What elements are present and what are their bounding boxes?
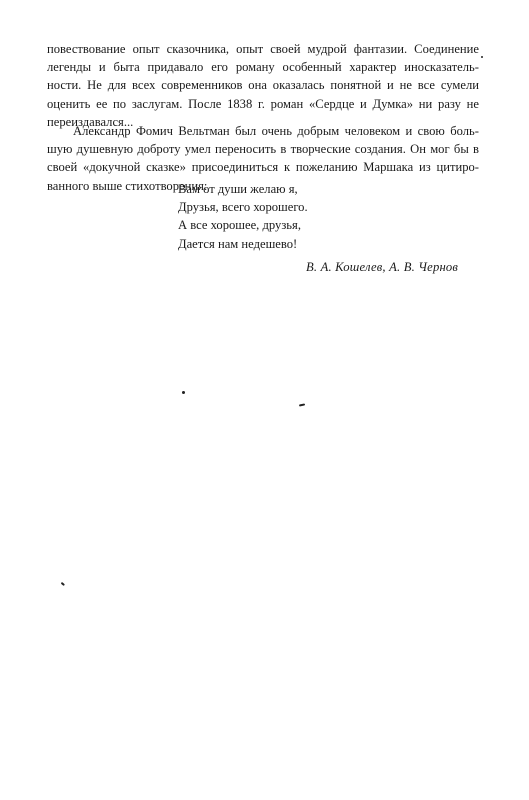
- poem-quote: [178, 180, 308, 253]
- paragraph-1: [47, 40, 479, 131]
- text-line: переиздавался...: [47, 114, 134, 129]
- poem-line: А все хорошее, друзья,: [178, 218, 301, 233]
- poem-line: Вам от души желаю я,: [178, 182, 298, 196]
- poem-line: Друзья, всего хорошего.: [178, 200, 308, 215]
- scan-speck: [299, 403, 305, 406]
- poem-line: Дается нам недешево!: [178, 236, 298, 251]
- text-line: ванного выше стихотворения:: [47, 178, 208, 193]
- text-line: своей «докучной сказке» присоединиться к пожеланию Маршака из цитиро-: [47, 160, 479, 175]
- scan-speck: [481, 56, 483, 58]
- scan-speck: [182, 391, 185, 394]
- text-line: оценить ее по заслугам. После 1838 г. роман «Сердце и Думка» ни разу не: [47, 96, 479, 111]
- text-line: Александр Фомич Вельтман был очень добрым человеком и свою боль-: [73, 124, 479, 138]
- text-line: шую душевную доброту умел переносить в творческие создания. Он мог бы в: [47, 142, 479, 157]
- author-signature: В. А. Кошелев, А. В. Чернов: [306, 260, 459, 274]
- text-line: легенды и быта придавало его роману особенный характер иносказатель-: [47, 60, 479, 75]
- text-line: повествование опыт сказочника, опыт своей мудрой фантазии. Соединение: [47, 42, 479, 56]
- text-line: ности. Не для всех современников она оказалась понятной и не все сумели: [47, 78, 479, 93]
- scan-speck: [61, 582, 65, 586]
